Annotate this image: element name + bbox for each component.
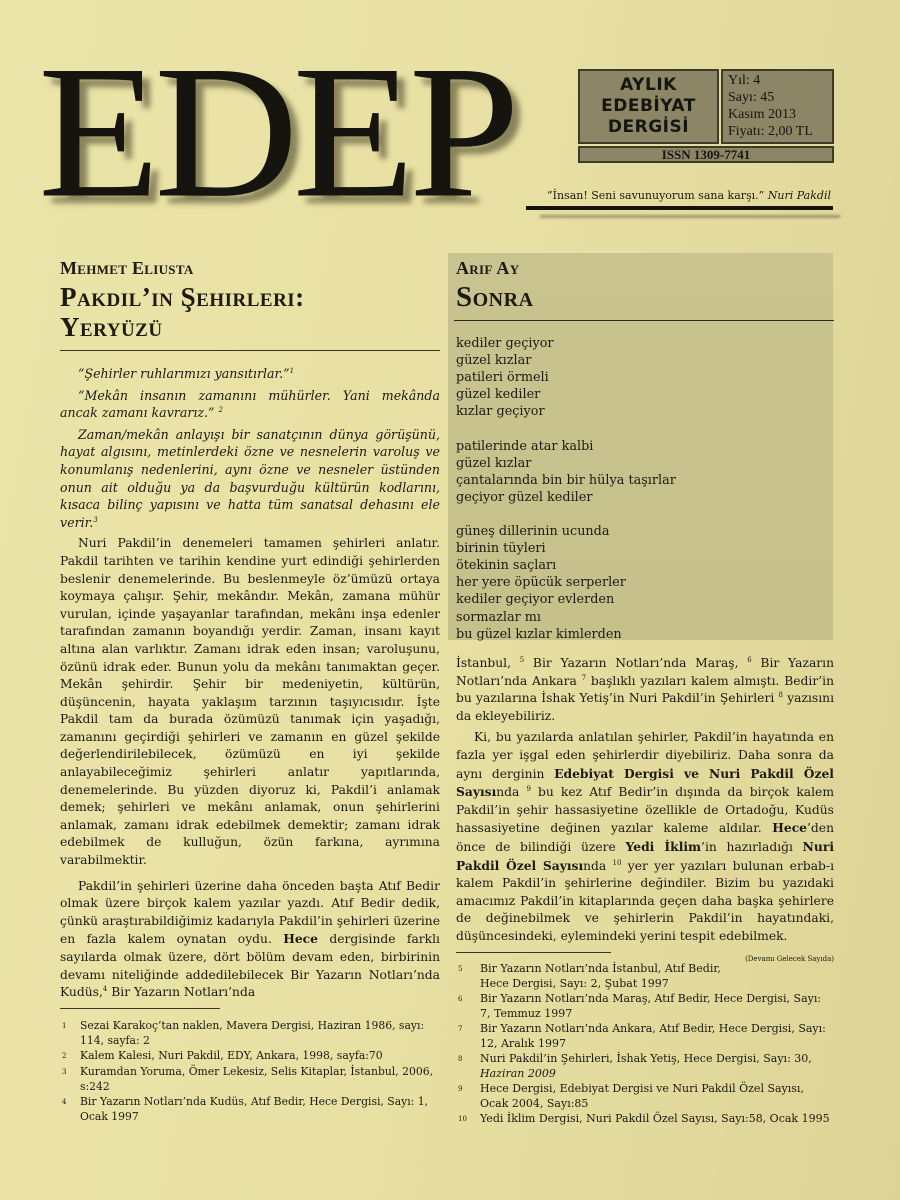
footnote-ref[interactable]: 6	[747, 656, 752, 664]
title-divider	[60, 350, 440, 351]
issue-number: Sayı: 45	[728, 90, 775, 105]
article-body	[60, 535, 440, 1001]
footnote-ref[interactable]: 1	[289, 367, 295, 375]
footnote-divider	[60, 1008, 220, 1009]
type-line-3: DERGİSİ	[607, 117, 690, 137]
footnote: 7 Bir Yazarın Notları’nda Ankara, Atıf Bedir, Hece Dergisi, Sayı: 12, Aralık 1997	[458, 1021, 826, 1050]
issue-price: Fiyatı: 2,00 TL	[728, 124, 813, 139]
footnote-ref[interactable]: 10	[612, 858, 622, 867]
type-line-2: EDEBİYAT	[601, 96, 696, 116]
poem-divider	[454, 320, 834, 321]
article-author: Mehmet Eliusta	[60, 258, 194, 278]
footnotes-left	[60, 1018, 440, 1124]
footnote-ref[interactable]: 9	[526, 785, 531, 794]
title-line-2: Yeryüzü	[60, 312, 163, 342]
footnote-ref[interactable]: 5	[519, 656, 525, 664]
issue-details	[721, 69, 834, 144]
article-continuation	[456, 655, 834, 1127]
poem-body	[456, 335, 823, 643]
footnote: 4 Bir Yazarın Notları’nda Kudüs, Atıf Bedir, Hece Dergisi, Sayı: 1, Ocak 1997	[62, 1094, 429, 1123]
footnote: 9 Hece Dergisi, Edebiyat Dergisi ve Nuri Pakdil Özel Sayısı, Ocak 2004, Sayı:85	[458, 1081, 804, 1110]
footnote-ref[interactable]: 3	[93, 515, 98, 524]
footnote-ref[interactable]: 7	[581, 673, 587, 682]
article-pakdilin-sehirleri	[60, 258, 440, 1124]
epigraphs	[60, 365, 440, 531]
footnotes-right	[456, 961, 834, 1127]
issue-year: Yıl: 4	[728, 73, 761, 88]
article-title	[60, 282, 440, 342]
stanza-3: güneş dillerinin ucunda birinin tüyleri ötekinin saçları her yere öpücük serperler kediler geçiyor evlerden sormazlar mı bu güzel kızlar kimlerden	[456, 524, 626, 642]
issue-date: Kasım 2013	[728, 107, 797, 122]
epigraph-2: “Mekân insanın zamanını mühürler. Yani mekânda ancak zamanı kavrarız.” $^2$	[60, 387, 440, 421]
motto-underline	[526, 206, 833, 210]
footnote: 5 Bir Yazarın Notları’nda İstanbul, Atıf Bedir, Hece Dergisi, Sayı: 2, Şubat 1997	[458, 961, 721, 990]
continued-note: (Devamı Gelecek Sayıda)	[745, 954, 834, 963]
footnote-divider	[456, 952, 611, 953]
issn: ISSN 1309-7741	[578, 146, 834, 163]
magazine-type-label	[578, 69, 719, 144]
poem-sonra	[448, 253, 833, 640]
epigraph-3: Zaman/mekân anlayışı bir sanatçının dünya görüşünü, hayat algısını, metinlerdeki özne ve nesnelerin varoluş ve konumlanış nedenlerini, aynı özne ve nesneler üstünden onun ait olduğu ya da başvurduğu kültürün kodlarını, kısaca bilinç yapısını ve hatta tüm sanatsal dehasını ele verir.$^3$	[60, 426, 440, 530]
footnote-ref[interactable]: 8	[778, 691, 783, 700]
poem-title: Sonra	[456, 281, 534, 313]
footnote-ref[interactable]: 2	[218, 406, 223, 415]
article-body-continued	[456, 655, 835, 963]
paragraph: İstanbul, $^5$ Bir Yazarın Notları’nda Maraş, $^6$ Bir Yazarın Notları’nda Ankara $^7$ başlıklı yazıları kalem almıştı. Bedir’in bu yazılarına İshak Yetiş’in Nuri Pakdil’in Şehirleri $^8$ yazısını da ekleyebiliriz.	[456, 656, 835, 723]
stanza-1: kediler geçiyor güzel kızlar patileri örmeli güzel kediler kızlar geçiyor	[456, 336, 554, 420]
magazine-logo: EDEP	[38, 27, 514, 238]
footnote: 10 Yedi İklim Dergisi, Nuri Pakdil Özel Sayısı, Sayı:58, Ocak 1995	[458, 1111, 830, 1125]
footnote: 6 Bir Yazarın Notları’nda Maraş, Atıf Bedir, Hece Dergisi, Sayı: 7, Temmuz 1997	[458, 991, 822, 1020]
footnote: 1 Sezai Karakoç’tan naklen, Mavera Dergisi, Haziran 1986, sayı: 114, sayfa: 2	[62, 1018, 425, 1047]
motto-underline-shadow	[540, 215, 840, 218]
title-line-1: Pakdil’in Şehirleri:	[60, 282, 305, 312]
epigraph-1: “Şehirler ruhlarımızı yansıtırlar.”$^1$	[78, 366, 295, 381]
stanza-2: patilerinde atar kalbi güzel kızlar çantalarında bin bir hülya taşırlar geçiyor güzel kediler	[456, 438, 676, 505]
paragraph: Ki, bu yazılarda anlatılan şehirler, Pakdil’in hayatında en fazla yer işgal eden şehirlerdir diyebiliriz. Daha sonra da aynı derginin Edebiyat Dergisi ve Nuri Pakdil Özel Sayısında $^9$ bu kez Atıf Bedir’in dışında da birçok kalem Pakdil’in şehir hassasiyetine özellikle de Ortadoğu, Kudüs hassasiyetine değinen yazılar kaleme aldılar. Hece’den önce de bilindiği üzere Yedi İklim’in hazırladığı Nuri Pakdil Özel Sayısında $^{10}$ yer yer yazıları bulunan erbab-ı kalem Pakdil’in şehirlerine değindiler. Bizim bu yazıdaki amacımız Pakdil’in kitaplarında geçen daha başka şehirlere de değinebilmek ve şehirlerin Pakdil’in hayatındaki, düşüncesindeki, eylemindeki yerini tespit edebilmek. (Devamı Gelecek Sayıda)	[456, 729, 834, 945]
poem-author: Arif Ay	[456, 258, 520, 278]
issue-info-box	[578, 69, 834, 163]
footnote-ref[interactable]: 4	[102, 985, 108, 994]
footnote: 2 Kalem Kalesi, Nuri Pakdil, EDY, Ankara, 1998, sayfa:70	[62, 1048, 383, 1062]
motto	[525, 189, 835, 202]
footnote: 8 Nuri Pakdil’in Şehirleri, İshak Yetiş, Hece Dergisi, Sayı: 30, Haziran 2009	[458, 1051, 812, 1080]
motto-quote: “İnsan! Seni savunuyorum sana karşı.”	[547, 189, 765, 202]
paragraph: Pakdil’in şehirleri üzerine daha önceden başta Atıf Bedir olmak üzere birçok kalem yazılar yazdı. Atıf Bedir dedik, çünkü araştırabildiğimiz kadarıyla Pakdil’in şehirleri üzerine en fazla kalem oynatan oydu. Hece dergisinde farklı sayılarda olmak üzere, dört bölüm devam eden, birbirinin devamı niteliğinde addedilebilecek Bir Yazarın Notları’nda Kudüs,$^4$ Bir Yazarın Notları’nda	[60, 878, 440, 1000]
paragraph: Nuri Pakdil’in denemeleri tamamen şehirleri anlatır. Pakdil tarihten ve tarihin kendine yurt edindiği şehirlerden beslenir denemelerinde. Bu beslenmeyle öz’ümüzü ortaya koymaya çalışır. Şehir, mekândır. Mekân, zamana mühür vurulan, içinde yaşayanlar tarafından, mekânı inşa edenler tarafından zamanın boyandığı yerdir. Zaman, insanı kayıt altına alan varlıktır. Zamanı idrak eden insan; varoluşunu, özünü idrak eder. Bunun yolu da mekânı tanımaktan geçer. Mekân şehirdir. Şehir bir medeniyetin, kültürün, düşüncenin, hayata yaklaşım tarzının taşıyıcısıdır. İşte Pakdil tam da burada özümüzü tanımak için yaşadığı, zamanını geçirdiği şehirleri ve zamanın en güzel şekilde değerlendirilebilecek, özümüzü en iyi şekilde anlayabileceğimiz şehirleri anlatır yapıtlarında, denemelerinde. Bu yüzden diyoruz ki, Pakdil’i anlamak demek; şehirleri ve mekânı anlamak, onun şehirlerini anlamak, zamanı idrak edebilmek demektir; zamanı idrak edebilmek de kulluğun, özün farkına, ayrımına varabilmektir.	[60, 536, 440, 868]
footnote: 3 Kuramdan Yoruma, Ömer Lekesiz, Selis Kitaplar, İstanbul, 2006, s:242	[62, 1064, 434, 1093]
type-line-1: AYLIK	[620, 75, 677, 95]
motto-author: Nuri Pakdil	[767, 189, 831, 202]
